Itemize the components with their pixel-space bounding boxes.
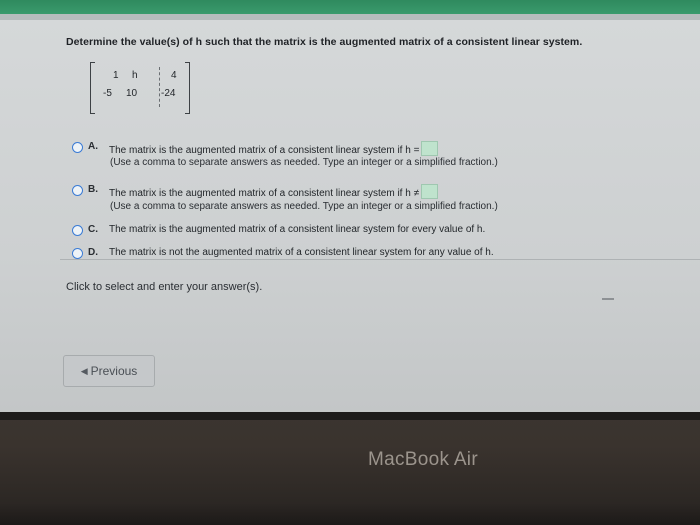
option-c-text: The matrix is the augmented matrix of a consistent linear system for every value of h. bbox=[109, 224, 486, 235]
macbook-air-label: MacBook Air bbox=[368, 449, 478, 470]
option-d-letter: D. bbox=[88, 247, 98, 258]
option-b-text-wrap bbox=[109, 184, 438, 199]
option-d-text: The matrix is not the augmented matrix of a consistent linear system for any value of h. bbox=[109, 247, 494, 258]
option-b-hint: (Use a comma to separate answers as needed. Type an integer or a simplified fraction.) bbox=[110, 201, 498, 212]
option-a-text: The matrix is the augmented matrix of a consistent linear system if h = bbox=[109, 145, 420, 156]
augment-divider bbox=[159, 67, 160, 107]
screen-bottom-edge bbox=[0, 412, 700, 420]
option-b-radio[interactable] bbox=[72, 185, 83, 196]
options-separator bbox=[60, 259, 700, 260]
top-header-bar bbox=[0, 0, 700, 14]
option-a-hint: (Use a comma to separate answers as needed. Type an integer or a simplified fraction.) bbox=[110, 157, 498, 168]
option-b-answer-input[interactable] bbox=[421, 184, 438, 199]
chevron-left-icon: ◀ bbox=[80, 365, 88, 376]
option-b-letter: B. bbox=[88, 184, 98, 195]
option-a-radio[interactable] bbox=[72, 142, 83, 153]
matrix-cell: h bbox=[132, 70, 138, 81]
option-a-answer-input[interactable] bbox=[421, 141, 438, 156]
matrix-cell: -5 bbox=[103, 88, 112, 99]
matrix-cell: 10 bbox=[126, 88, 138, 99]
augmented-matrix bbox=[90, 63, 190, 113]
option-c-letter: C. bbox=[88, 224, 98, 235]
bezel-shadow bbox=[0, 503, 700, 525]
previous-label: Previous bbox=[90, 364, 138, 378]
option-d-radio[interactable] bbox=[72, 248, 83, 259]
previous-button[interactable] bbox=[63, 355, 155, 387]
option-c-radio[interactable] bbox=[72, 225, 83, 236]
option-a-text-wrap bbox=[109, 141, 438, 156]
minimize-mark bbox=[602, 298, 614, 300]
matrix-cell: 4 bbox=[171, 70, 177, 81]
question-text: Determine the value(s) of h such that the matrix is the augmented matrix of a consistent linear system. bbox=[66, 36, 583, 48]
matrix-cell: 1 bbox=[113, 70, 119, 81]
instruction-text: Click to select and enter your answer(s). bbox=[66, 281, 263, 293]
option-a-letter: A. bbox=[88, 141, 98, 152]
option-b-text: The matrix is the augmented matrix of a consistent linear system if h ≠ bbox=[109, 188, 420, 199]
matrix-cell: -24 bbox=[161, 88, 176, 99]
